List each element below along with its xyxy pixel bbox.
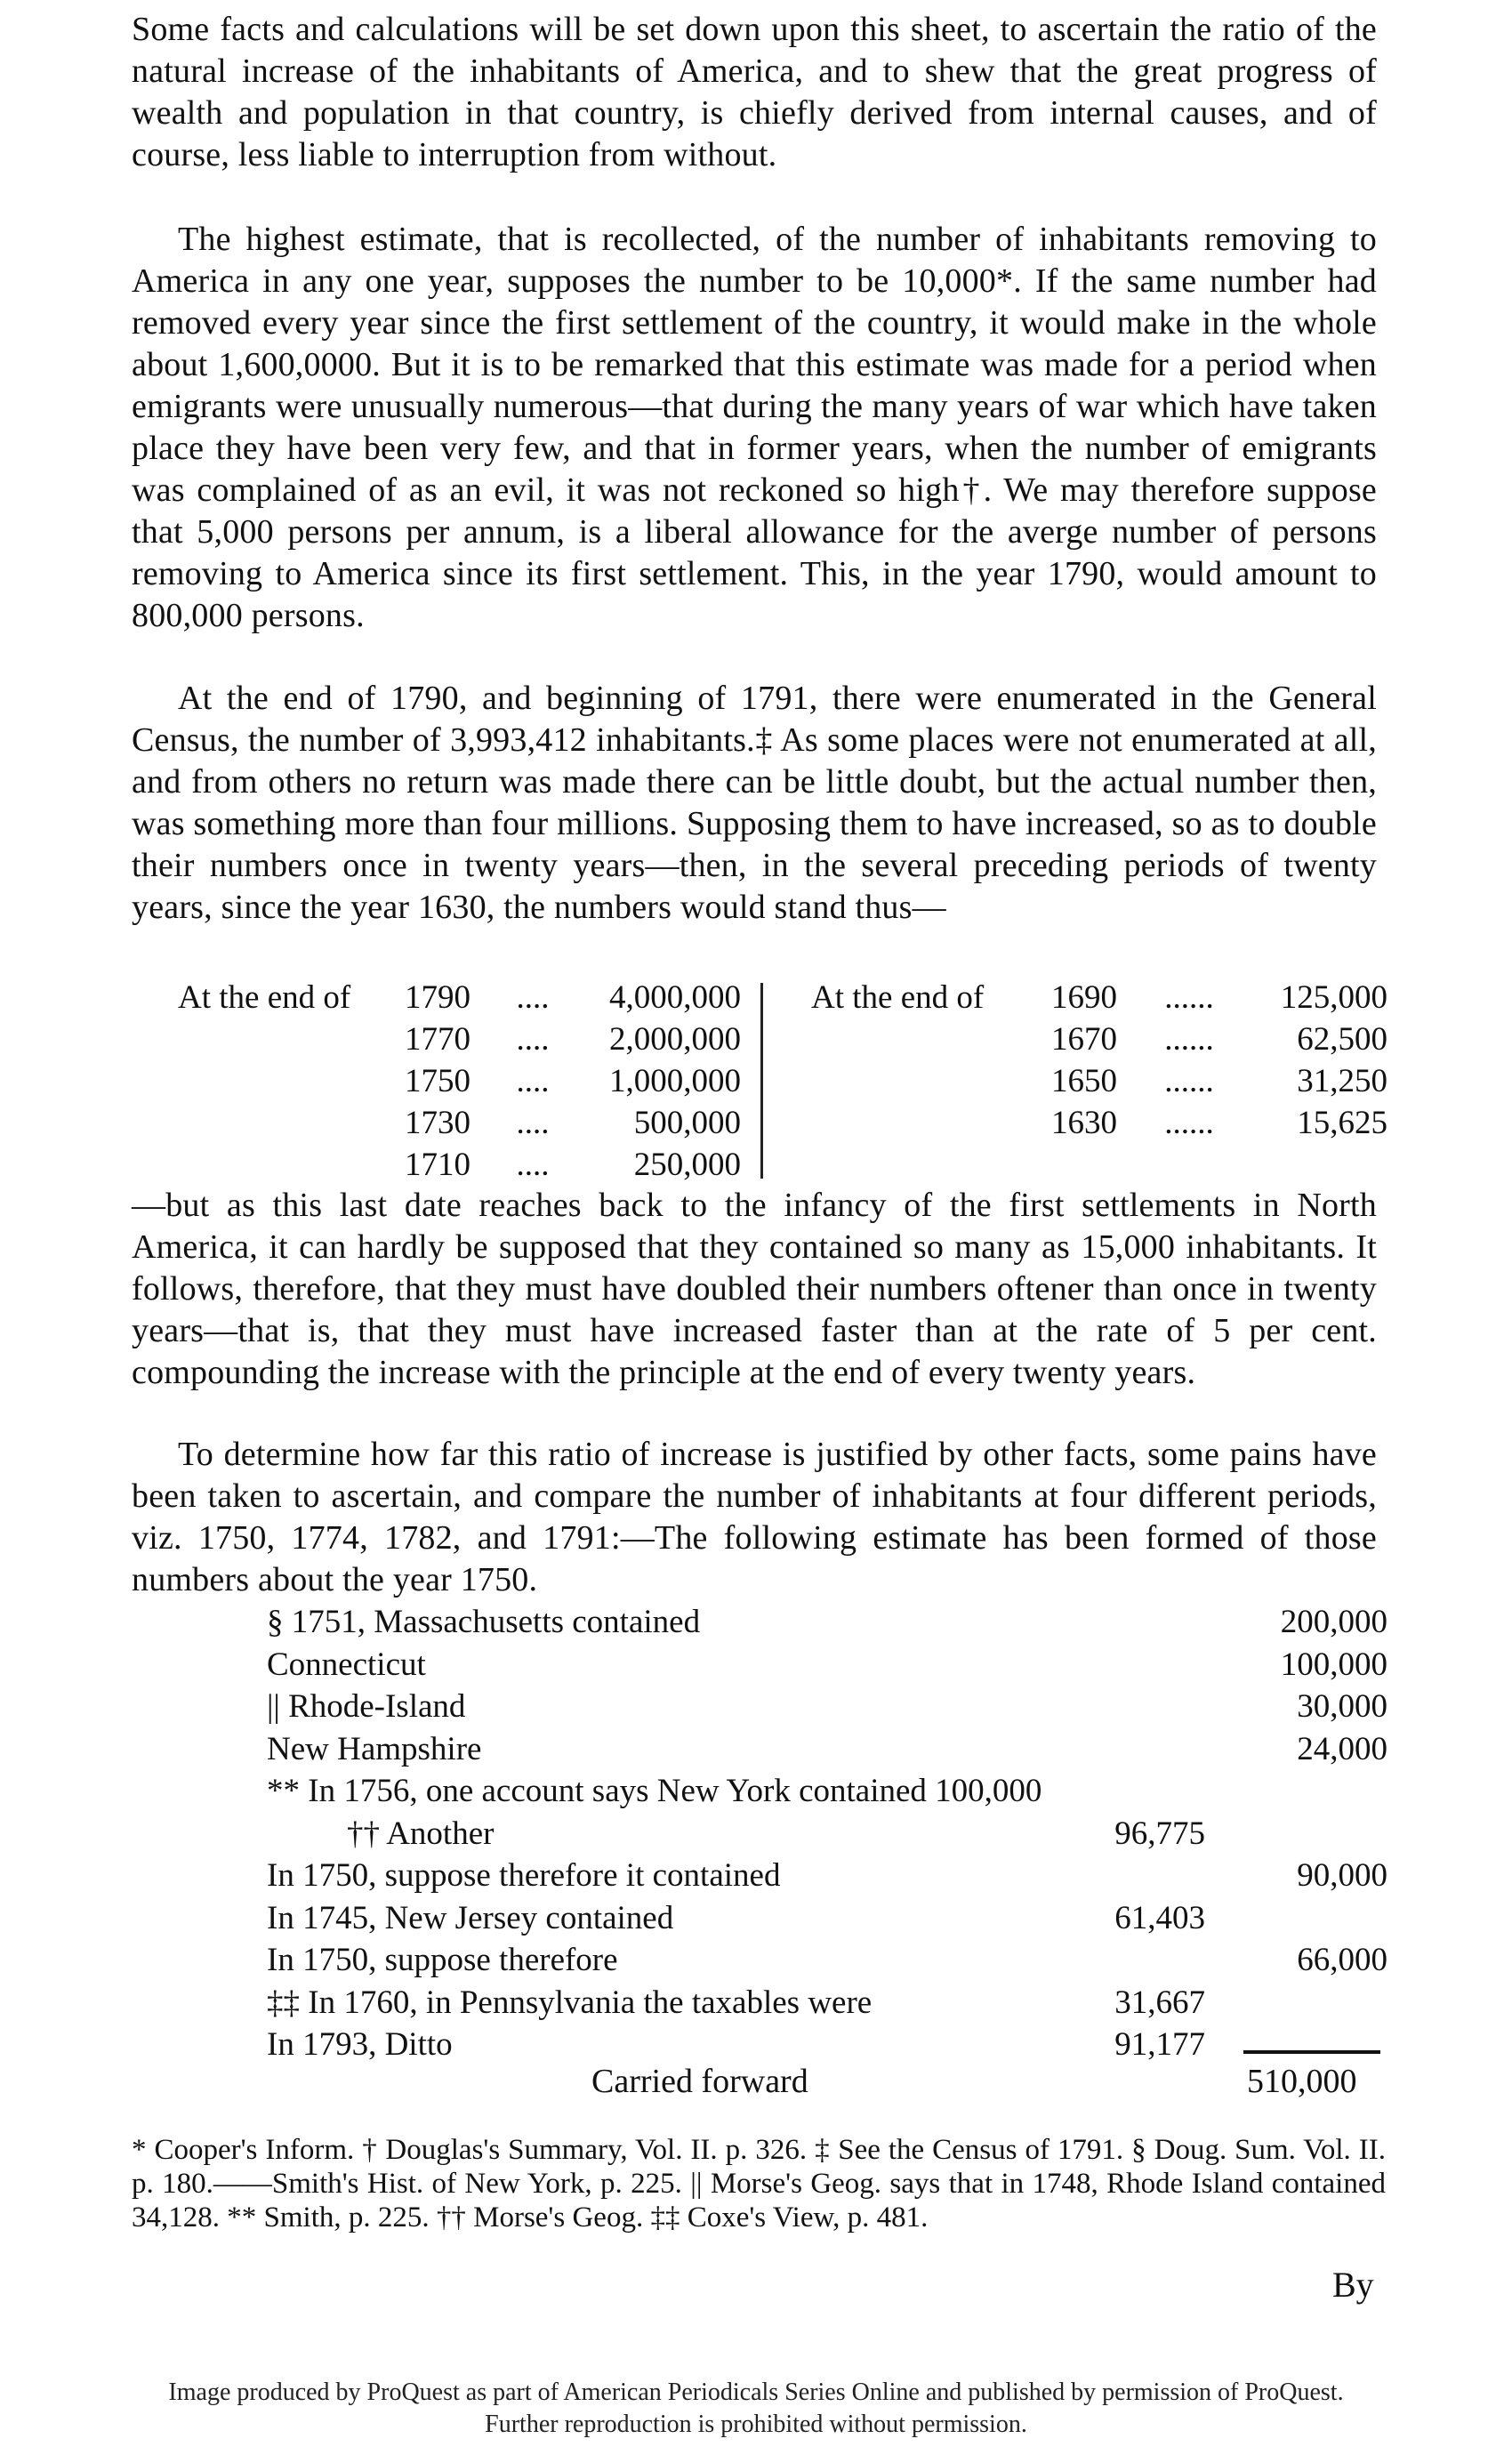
- table-year: 1750: [405, 1063, 470, 1099]
- table-dots: ......: [1164, 979, 1214, 1016]
- ledger-value: 100,000: [1280, 1646, 1387, 1683]
- table-dots: ......: [1164, 1063, 1214, 1099]
- ledger-label: In 1745, New Jersey contained: [267, 1899, 674, 1936]
- estimate-ledger: [267, 1601, 1387, 2066]
- table-dots: ....: [516, 979, 550, 1016]
- ledger-label: New Hampshire: [267, 1730, 482, 1767]
- footnotes: * Cooper's Inform. † Douglas's Summary, Vol. II. p. 326. ‡ See the Census of 1791. § Doug. Sum. Vol. II. p. 180.——Smith's Hist. of New York, p. 225. || Morse's Geog. says that in 1748, Rhode Island contained 34,128. ** Smith, p. 225. †† Morse's Geog. ‡‡ Coxe's View, p. 481.: [132, 2134, 1386, 2234]
- doubling-table-right: [811, 977, 1387, 1144]
- ledger-row: [267, 1686, 1387, 1728]
- table-value: 500,000: [633, 1105, 741, 1141]
- ledger-value: 66,000: [1297, 1942, 1387, 1978]
- table-year: 1650: [1051, 1063, 1117, 1099]
- table-row: [178, 1144, 741, 1186]
- ledger-row: [267, 1728, 1387, 1771]
- table-value: 15,625: [1297, 1105, 1387, 1141]
- table-row: [178, 1018, 741, 1060]
- table-value: 250,000: [633, 1147, 741, 1183]
- table-year: 1790: [405, 979, 470, 1016]
- table-row: [811, 977, 1387, 1018]
- ledger-row: [267, 1982, 1387, 2024]
- table-value: 1,000,000: [609, 1063, 741, 1099]
- ledger-label: ** In 1756, one account says New York contained 100,000: [267, 1773, 1042, 1809]
- ledger-subvalue: 96,775: [1114, 1815, 1205, 1852]
- table-dots: ....: [516, 1147, 550, 1183]
- ledger-row: [267, 1813, 1387, 1855]
- table-row: [811, 1018, 1387, 1060]
- table-row: [178, 1060, 741, 1102]
- carried-forward-value: 510,000: [1247, 2063, 1357, 2100]
- table-value: 2,000,000: [609, 1021, 741, 1058]
- table-value: 31,250: [1297, 1063, 1387, 1099]
- ledger-row: [267, 1770, 1387, 1813]
- ledger-row: [267, 1897, 1387, 1940]
- table-dots: ......: [1164, 1021, 1214, 1058]
- credit-line-1: Image produced by ProQuest as part of American Periodicals Series Online and published by permission of ProQuest.: [168, 2378, 1344, 2406]
- credit-line-2: Further reproduction is prohibited without permission.: [485, 2411, 1027, 2438]
- census-paragraph: At the end of 1790, and beginning of 1791, there were enumerated in the General Census, the number of 3,993,412 inhabitants.‡ As some places were not enumerated at all, and from others no return was made there can be little doubt, but the actual number then, was something more than four millions. Supposing them to have increased, so as to double their numbers once in twenty years—then, in the several preceding periods of twenty years, since the year 1630, the numbers would stand thus—: [132, 680, 1377, 926]
- table-prefix: At the end of: [811, 979, 985, 1016]
- doubling-table-left: [178, 977, 741, 1186]
- ratio-paragraph: To determine how far this ratio of increase is justified by other facts, some pains have been taken to ascertain, and compare the number of inhabitants at four different periods, viz. 1750, 1774, 1782, and 1791:—The following estimate has been formed of those numbers about the year 1750.: [132, 1436, 1377, 1598]
- ledger-value: 90,000: [1297, 1857, 1387, 1894]
- ledger-subvalue: 31,667: [1114, 1984, 1205, 2021]
- ledger-value: 24,000: [1297, 1730, 1387, 1767]
- table-dots: ....: [516, 1063, 550, 1099]
- ledger-label: || Rhode-Island: [267, 1688, 466, 1725]
- table-value: 125,000: [1280, 979, 1387, 1016]
- ledger-label: In 1750, suppose therefore it contained: [267, 1857, 781, 1894]
- ledger-row: [267, 1855, 1387, 1897]
- ledger-value: 30,000: [1297, 1688, 1387, 1725]
- ledger-label: ‡‡ In 1760, in Pennsylvania the taxables were: [267, 1984, 873, 2021]
- table-year: 1690: [1051, 979, 1117, 1016]
- ledger-label: †† Another: [347, 1815, 495, 1852]
- ledger-row: [267, 2024, 1387, 2066]
- ledger-label: In 1793, Ditto: [267, 2026, 453, 2063]
- table-year: 1710: [405, 1147, 470, 1183]
- table-year: 1770: [405, 1021, 470, 1058]
- ledger-row: [267, 1601, 1387, 1644]
- table-dots: ....: [516, 1105, 550, 1141]
- table-year: 1730: [405, 1105, 470, 1141]
- table-row: [178, 977, 741, 1018]
- ledger-subvalue: 91,177: [1114, 2026, 1205, 2063]
- sum-rule: [1243, 2050, 1380, 2054]
- ledger-label: Connecticut: [267, 1646, 426, 1683]
- ledger-label: § 1751, Massachusetts contained: [267, 1604, 701, 1640]
- infancy-paragraph: —but as this last date reaches back to the infancy of the first settlements in North America, it can hardly be supposed that they contained so many as 15,000 inhabitants. It follows, therefore, that they must have doubled their numbers oftener than once in twenty years—that is, that they must have increased faster than at the rate of 5 per cent. compounding the increase with the principle at the end of every twenty years.: [132, 1187, 1377, 1391]
- table-row: [178, 1102, 741, 1144]
- table-row: [811, 1102, 1387, 1144]
- carried-forward-label: Carried forward: [591, 2063, 808, 2100]
- table-value: 4,000,000: [609, 979, 741, 1016]
- ledger-subvalue: 61,403: [1114, 1899, 1205, 1936]
- ledger-row: [267, 1939, 1387, 1982]
- table-dots: ......: [1164, 1105, 1214, 1141]
- table-year: 1630: [1051, 1105, 1117, 1141]
- table-prefix: At the end of: [178, 979, 351, 1016]
- table-value: 62,500: [1297, 1021, 1387, 1058]
- table-year: 1670: [1051, 1021, 1117, 1058]
- estimate-paragraph: The highest estimate, that is recollected, of the number of inhabitants removing to America in any one year, supposes the number to be 10,000*. If the same number had removed every year since the first settlement of the country, it would make in the whole about 1,600,0000. But it is to be remarked that this estimate was made for a period when emigrants were unusually numerous—that during the many years of war which have taken place they have been very few, and that in former years, when the number of emigrants was complained of as an evil, it was not reckoned so high†. We may therefore suppose that 5,000 persons per annum, is a liberal allowance for the averge number of persons removing to America since its first settlement. This, in the year 1790, would amount to 800,000 persons.: [132, 221, 1377, 634]
- ledger-value: 200,000: [1280, 1604, 1387, 1640]
- ledger-row: [267, 1644, 1387, 1686]
- ledger-label: In 1750, suppose therefore: [267, 1942, 618, 1978]
- intro-paragraph: Some facts and calculations will be set down upon this sheet, to ascertain the ratio of the natural increase of the inhabitants of America, and to shew that the great progress of wealth and population in that country, is chiefly derived from internal causes, and of course, less liable to interruption from without.: [132, 11, 1377, 173]
- table-row: [811, 1060, 1387, 1102]
- catchword: By: [1332, 2265, 1374, 2305]
- table-divider: [760, 983, 763, 1179]
- table-dots: ....: [516, 1021, 550, 1058]
